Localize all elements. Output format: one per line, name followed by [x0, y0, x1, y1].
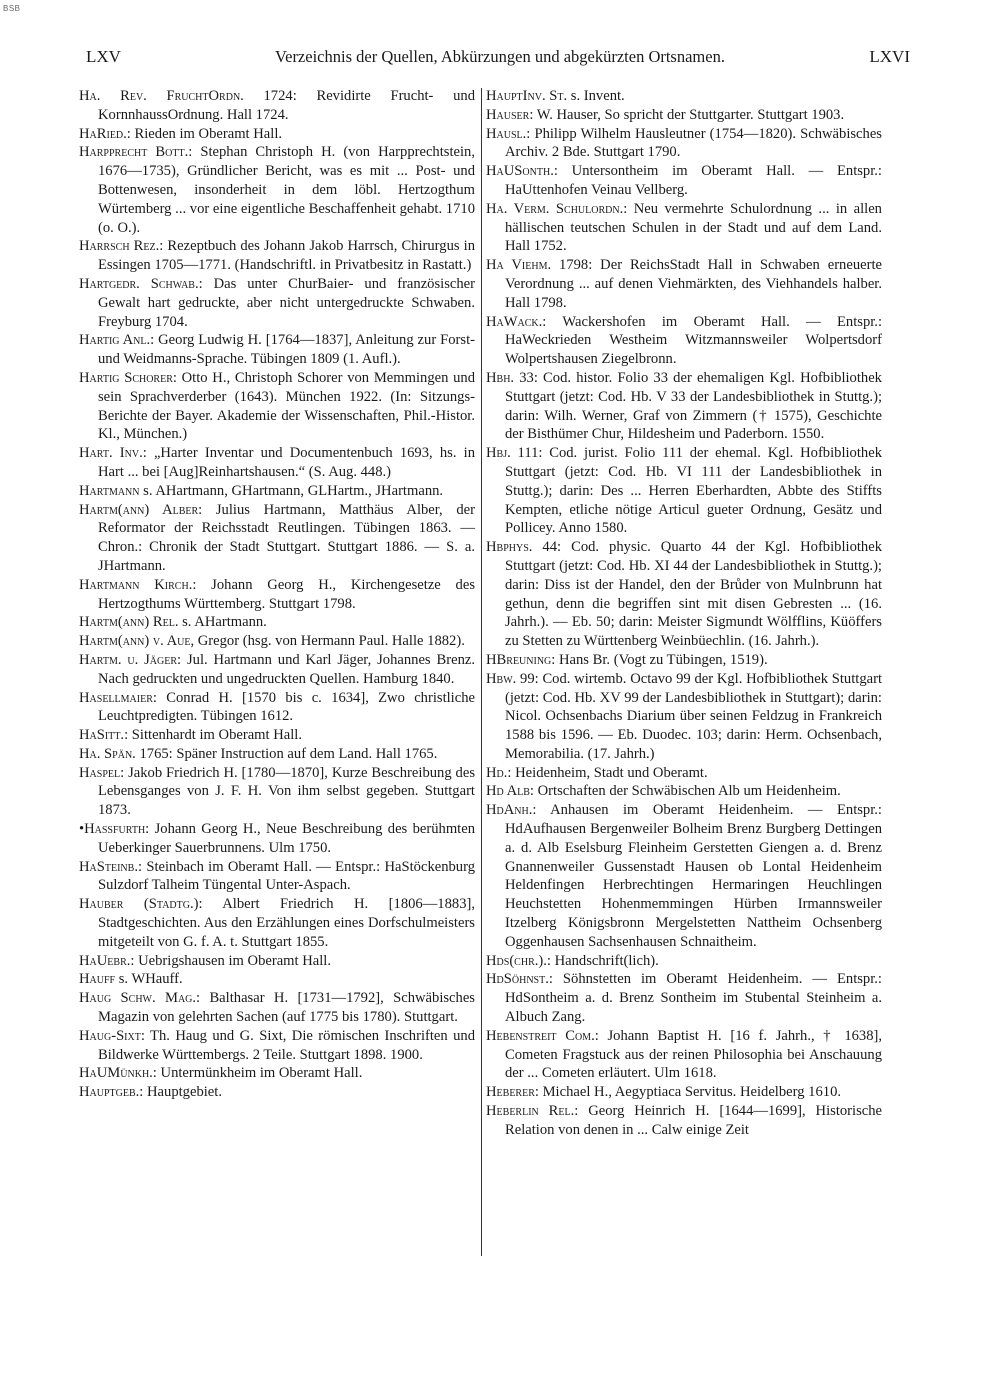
entry-abbreviation: HaSitt.:	[79, 727, 129, 744]
index-entry	[79, 689, 475, 727]
entry-text: Rieden im Oberamt Hall.	[130, 125, 283, 142]
entry-text: Das unter ChurBaier- und französischer Gewalt hart gedruckte, aber nicht untergedruckte Schwaben. Freyburg 1704.	[98, 275, 476, 330]
library-scan-mark: BSB	[3, 4, 21, 13]
entry-abbreviation: Hebenstreit Com.:	[486, 1027, 599, 1044]
index-entry	[79, 143, 475, 237]
entry-text: s. Invent.	[567, 88, 625, 104]
left-column	[79, 87, 475, 1102]
index-entry	[486, 1102, 882, 1140]
entry-abbreviation: Hauber (Stadtg.):	[79, 896, 203, 913]
entry-abbreviation: Hd Alb:	[486, 783, 534, 800]
index-entry	[79, 501, 475, 576]
entry-text: Heidenheim, Stadt und Oberamt.	[511, 764, 708, 781]
entry-text: Georg Heinrich H. [1644—1699], Historische Relation von denen in ... Calw einige Zeit	[505, 1103, 883, 1138]
entry-text: Georg Ludwig H. [1764—1837], Anleitung zur Forst- und Weidmanns-Sprache. Tübingen 1809 (1. Aufl.).	[98, 332, 475, 368]
entry-abbreviation: Haug Schw. Mag.:	[79, 990, 201, 1007]
index-entry	[79, 632, 475, 651]
index-entry	[79, 820, 475, 858]
entry-abbreviation: Harrsch Rez.:	[79, 238, 164, 255]
entry-text: „Harter Inventar und Documentenbuch 1693, hs. in Hart ... bei [Aug]Reinhartshausen.“ (S. Aug. 448.)	[98, 445, 475, 480]
entry-abbreviation: Hartmann Kirch.:	[79, 576, 197, 593]
entry-abbreviation: HaSteinb.:	[79, 858, 143, 875]
entry-text: Neu vermehrte Schulordnung ... in allen hällischen teutschen Schulen in der Stadt und auf dem Land. Hall 1752.	[505, 200, 882, 255]
index-entry	[79, 482, 475, 501]
entry-text: s. WHauff.	[115, 971, 183, 988]
index-entry	[79, 1027, 475, 1065]
entry-text: Untersontheim im Oberamt Hall. — Entspr.: HaUttenhofen Veinau Vellberg.	[505, 163, 882, 198]
entry-abbreviation: Harpprecht Bott.:	[79, 144, 193, 161]
entry-text: Untermünkheim im Oberamt Hall.	[156, 1065, 363, 1082]
entry-abbreviation: HaWack.:	[486, 313, 547, 330]
entry-text: Gregor (hsg. von Hermann Paul. Halle 1882).	[194, 633, 465, 650]
index-entry	[486, 106, 882, 125]
entry-text: Steinbach im Oberamt Hall. — Entspr.: HaStöckenburg Sulzdorf Talheim Tüngental Unter-Aspach.	[98, 858, 475, 894]
index-entry	[486, 670, 882, 764]
entry-abbreviation: Hbj. 111:	[486, 445, 543, 462]
entry-abbreviation: Hartm. u. Jäger:	[79, 651, 182, 668]
entry-text: Johann Georg H., Kirchengesetze des Hertzogthums Württemberg. Stuttgart 1798.	[98, 576, 476, 612]
entry-text: Der ReichsStadt Hall in Schwaben erneuerte Verordnung ... auf denen Viehmärkten, des Viehhandels halber. Hall 1798.	[505, 257, 882, 311]
entry-abbreviation: Hds(chr.).:	[486, 952, 551, 969]
index-entry	[486, 782, 882, 801]
entry-text: Uebrigshausen im Oberamt Hall.	[134, 952, 332, 969]
page-number-left: LXV	[86, 47, 121, 66]
entry-text: Stephan Christoph H. (von Harpprechtstein, 1676—1735), Gründlicher Bericht, was es mit ... Post- und Bottenwesen, insonderheit in dem löbl. Hertzogthum Würtemberg ... vor eine eigentliche Beschaffenheit gehabt. 1710 (o. O.).	[98, 144, 475, 236]
index-entry	[486, 764, 882, 783]
index-entry	[486, 162, 882, 200]
entry-abbreviation: HauptInv. St.	[486, 88, 568, 104]
entry-text: Balthasar H. [1731—1792], Schwäbisches Magazin von gelehrten Sachen (auf 1775 bis 1780). Stuttgart.	[98, 990, 475, 1026]
entry-abbreviation: Ha. Verm. Schulordn.:	[486, 200, 628, 217]
index-entry	[79, 970, 475, 989]
index-entry	[486, 538, 882, 651]
index-entry	[79, 764, 475, 820]
entry-text: s. AHartmann.	[178, 614, 267, 631]
entry-abbreviation: Heberlin Rel.:	[486, 1103, 579, 1120]
entry-abbreviation: HaUebr.:	[79, 952, 135, 969]
index-entry	[486, 369, 882, 444]
entry-abbreviation: Heberer:	[486, 1084, 539, 1101]
index-entry	[79, 613, 475, 632]
entry-abbreviation: HaUSonth.:	[486, 163, 558, 180]
index-entry	[486, 970, 882, 1026]
entry-text: Handschrift(lich).	[550, 952, 659, 969]
entry-text: Hauptgebiet.	[143, 1084, 222, 1101]
index-entry	[79, 125, 475, 144]
entry-abbreviation: Ha Viehm. 1798:	[486, 257, 593, 274]
entry-abbreviation: Hauptgeb.:	[79, 1084, 144, 1101]
entry-text: Th. Haug und G. Sixt, Die römischen Inschriften und Bildwerke Württembergs. 2 Teile. Stuttgart 1898. 1900.	[98, 1027, 475, 1063]
entry-abbreviation: Hbh. 33:	[486, 369, 538, 386]
index-entry	[486, 1083, 882, 1102]
entry-abbreviation: Hartm(ann) v. Aue,	[79, 633, 195, 650]
entry-text: Hans Br. (Vogt zu Tübingen, 1519).	[555, 651, 768, 668]
entry-text: Julius Hartmann, Matthäus Alber, der Reformator der Reichsstadt Reutlingen. Tübingen 1863. — Chron.: Chronik der Stadt Stuttgart. Stuttgart 1886. — S. a. JHartmann.	[98, 501, 475, 574]
entry-abbreviation: Haug-Sixt:	[79, 1027, 145, 1044]
index-entry	[79, 275, 475, 331]
entry-text: Ortschaften der Schwäbischen Alb um Heidenheim.	[533, 783, 841, 800]
index-entry	[486, 125, 882, 163]
entry-text: Johann Georg H., Neue Beschreibung des berühmten Ueberkinger Sauerbrunnens. Ulm 1750.	[98, 821, 475, 856]
index-entry	[486, 313, 882, 369]
page-header	[0, 47, 1000, 69]
index-entry	[79, 444, 475, 482]
index-entry	[486, 651, 882, 670]
entry-abbreviation: Hausl.:	[486, 125, 531, 142]
entry-text: Anhausen im Oberamt Heidenheim. — Entspr.: HdAufhausen Bergenweiler Bolheim Brenz Burgberg Dettingen a. d. Alb Eselsburg Fleinheim Gerstetten Giengen a. d. Brenz Gnannenweiler Gussenstadt Hausen ob Lontal Heidenheim Heldenfingen Herbrechtingen Hermaringen Heuchlingen Heuchstetten Hohenmemmingen Hürben Irmannsweiler Itzelberg Königsbronn Mergelstetten Nattheim Ochsenberg Oggenhausen Sachsenhausen Schnaitheim.	[505, 802, 882, 950]
index-entry	[79, 952, 475, 971]
entry-text: Späner Instruction auf dem Land. Hall 1765.	[172, 745, 438, 762]
right-column	[486, 87, 882, 1140]
entry-abbreviation: Hartm(ann) Rel.	[79, 614, 179, 631]
entry-abbreviation: Ha. Rev. FruchtOrdn. 1724:	[79, 88, 297, 104]
entry-abbreviation: Hartgedr. Schwab.:	[79, 275, 203, 292]
index-entry	[79, 331, 475, 369]
index-entry	[79, 87, 475, 125]
entry-abbreviation: HBreuning:	[486, 651, 556, 668]
entry-abbreviation: Hartm(ann) Alber:	[79, 501, 203, 518]
entry-text: Sittenhardt im Oberamt Hall.	[128, 727, 303, 744]
index-entry	[79, 989, 475, 1027]
page-number-right: LXVI	[869, 47, 910, 66]
entry-abbreviation: Hbphys. 44:	[486, 539, 562, 556]
index-entry	[486, 256, 882, 312]
entry-text: Philipp Wilhelm Hausleutner (1754—1820). Schwäbisches Archiv. 2 Bde. Stuttgart 1790.	[505, 125, 882, 161]
index-entry	[79, 1064, 475, 1083]
entry-text: Söhnstetten im Oberamt Heidenheim. — Entspr.: HdSontheim a. d. Brenz Sontheim im Stubental Steinheim a. Albuch Zang.	[505, 971, 882, 1026]
entry-abbreviation: Hauser:	[486, 106, 534, 123]
entry-abbreviation: Ha. Spän. 1765:	[79, 745, 173, 762]
entry-text: Conrad H. [1570 bis c. 1634], Zwo christliche Leuchtpredigten. Tübingen 1612.	[98, 689, 475, 725]
entry-text: Cod. physic. Quarto 44 der Kgl. Hofbibliothek Stuttgart (jetzt: Cod. Hb. XI 44 der Landesbibliothek in Stuttg.); darin: Diss ist der Handel, den der Brůder von Mulnbrunn hat gethun, denn die begriffen sint mit disen Gebresten ... (16. Jahrh.). — Eb. 50; darin: Meister Sigmundt Wölfflins, Küöffers zu Stetten zu Württenberg Weinbüechlin. (16. Jahrh.).	[505, 539, 882, 650]
entry-abbreviation: Hartig Anl.:	[79, 332, 155, 349]
entry-text: s. AHartmann, GHartmann, GLHartm., JHartmann.	[139, 482, 444, 499]
index-entry	[79, 1083, 475, 1102]
entry-text: Jul. Hartmann und Karl Jäger, Johannes Brenz. Nach gedruckten und ungedruckten Quellen. Hamburg 1840.	[98, 651, 475, 687]
entry-abbreviation: Hd.:	[486, 764, 512, 781]
entry-text: Revidirte Frucht- und KornnhaussOrdnung. Hall 1724.	[98, 88, 476, 123]
index-entry	[79, 858, 475, 896]
entry-text: Cod. histor. Folio 33 der ehemaligen Kgl. Hofbibliothek Stuttgart (jetzt: Cod. Hb. V 33 der Landesbibliothek in Stuttg.); darin: Wilh. Werner, Graf von Zimmern († 1575), Geschichte der Bisthümer Chur, Hildesheim und Paderborn. 1550.	[505, 369, 882, 443]
entry-abbreviation: HaRied.:	[79, 125, 131, 142]
entry-abbreviation: Hauff	[79, 971, 116, 988]
entry-abbreviation: Hasellmaier:	[79, 689, 157, 706]
index-entry	[79, 895, 475, 951]
entry-abbreviation: Hartig Schorer:	[79, 369, 177, 386]
index-entry	[79, 726, 475, 745]
entry-abbreviation: HaUMünkh.:	[79, 1065, 157, 1082]
entry-text: Jakob Friedrich H. [1780—1870], Kurze Beschreibung des Lebensganges von J. F. H. Von ihm selbst gegeben. Stuttgart 1873.	[98, 764, 475, 819]
entry-abbreviation: Hartmann	[79, 482, 140, 499]
entry-text: Johann Baptist H. [16 f. Jahrh., † 1638], Cometen Fragstuck aus der reinen Philosophia bei Anschauung der ... Cometen erläutert. Ulm 1618.	[505, 1027, 883, 1082]
entry-text: W. Hauser, So spricht der Stuttgarter. Stuttgart 1903.	[533, 106, 845, 123]
entry-text: Cod. wirtemb. Octavo 99 der Kgl. Hofbibliothek Stuttgart (jetzt: Cod. Hb. XV 99 der Landesbibliothek in Stuttgart); darin: Nicol. Ochsenbachs Diarium über seinen Feldzug in Frankreich 1588 bis 1596. — Eb. Duodec. 103; darin: Herm. Ochsenbach, Memorabilia. (17. Jahrh.)	[505, 670, 883, 762]
index-entry	[79, 237, 475, 275]
entry-text: Rezeptbuch des Johann Jakob Harrsch, Chirurgus in Essingen 1705—1771. (Handschriftl. in Privatbesitz in Rastatt.)	[98, 238, 476, 274]
index-entry	[486, 200, 882, 256]
entry-abbreviation: •Hassfurth:	[79, 821, 150, 838]
page-title: Verzeichnis der Quellen, Abkürzungen und abgekürzten Ortsnamen.	[275, 47, 725, 66]
index-entry	[486, 952, 882, 971]
entry-text: Wackershofen im Oberamt Hall. — Entspr.: HaWeckrieden Westheim Witzmannsweiler Wolpertsdorf Wolpertshausen Ziegelbronn.	[505, 313, 882, 368]
entry-abbreviation: HdSöhnst.:	[486, 971, 553, 988]
index-entry	[79, 576, 475, 614]
column-divider	[481, 88, 482, 1256]
entry-abbreviation: Hbw. 99:	[486, 670, 539, 687]
entry-text: Albert Friedrich H. [1806—1883], Stadtgeschichten. Aus den Erzählungen eines Dorfschulmeisters mitgeteilt von G. f. A. t. Stuttgart 1855.	[98, 896, 475, 950]
entry-abbreviation: HdAnh.:	[486, 802, 537, 819]
index-entry	[486, 801, 882, 951]
index-entry	[486, 87, 882, 106]
entry-abbreviation: Hart. Inv.:	[79, 445, 147, 462]
index-entry	[79, 369, 475, 444]
index-entry	[79, 651, 475, 689]
entry-text: Michael H., Aegyptiaca Servitus. Heidelberg 1610.	[538, 1084, 842, 1101]
entry-text: Otto H., Christoph Schorer von Memmingen und sein Sprachverderber (1643). München 1922. (In: Sitzungs-Berichte der Bayer. Akademie der Wissenschaften, Phil.-Histor. Kl., München.)	[98, 369, 475, 443]
entry-abbreviation: Haspel:	[79, 764, 125, 781]
entry-text: Cod. jurist. Folio 111 der ehemal. Kgl. Hofbibliothek Stuttgart (jetzt: Cod. Hb. VI 111 der Landesbibliothek in Stuttg.); darin: Des ... Herren Eberhardten, Abbte des Stiffts Kempten, etliche nötige Articul gueter Ordnung, Gesätz und Pollicey. Anno 1580.	[505, 445, 882, 537]
index-entry	[486, 444, 882, 538]
index-entry	[79, 745, 475, 764]
index-entry	[486, 1027, 882, 1083]
